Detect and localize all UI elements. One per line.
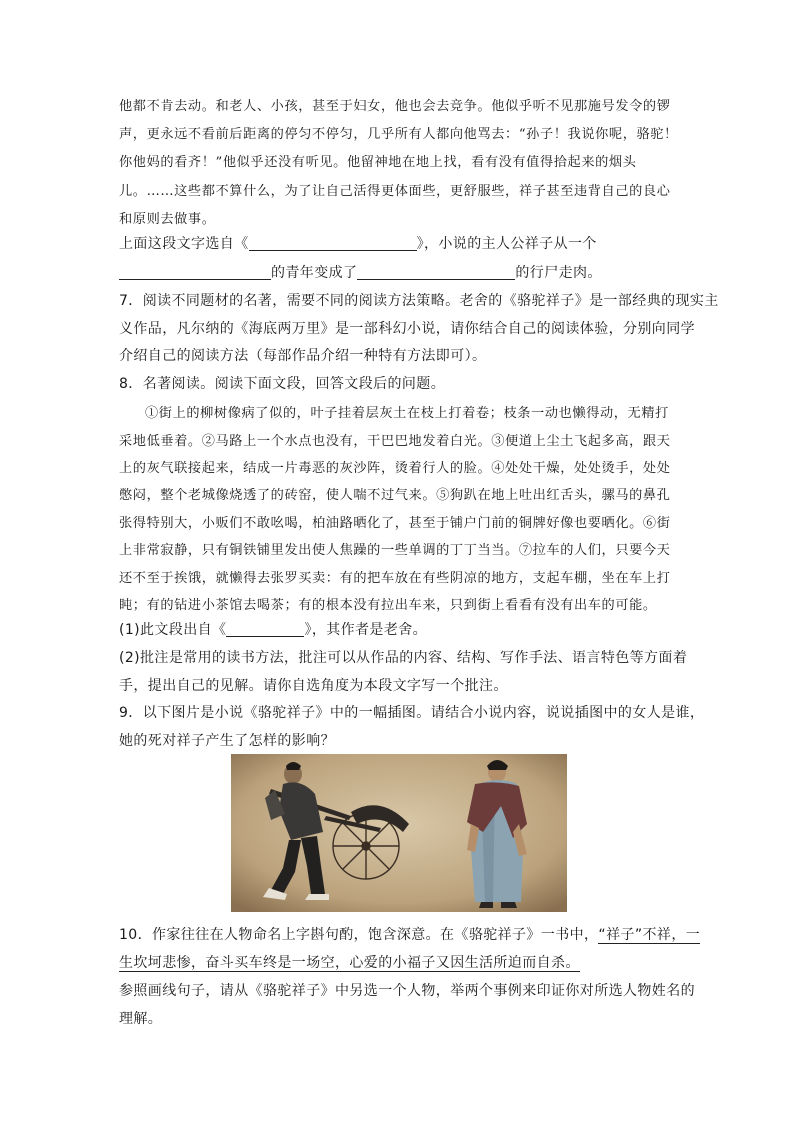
q6-blank-after[interactable] [357, 265, 515, 280]
q8-passage-line-4: 憋闷，整个老城像烧透了的砖窑，使人喘不过气来。⑤狗趴在地上吐出红舌头，骡马的鼻孔 [119, 488, 671, 503]
q9-line-2: 她的死对祥子产生了怎样的影响？ [119, 733, 335, 749]
q10-line2-underlined: 生坎坷悲惨，奋斗买车终是一场空，心爱的小福子又因生活所迫而自杀。 [119, 955, 580, 971]
q8-passage-line-8: 盹；有的钻进小茶馆去喝茶；有的根本没有拉出车来，只到街上看看有没有出车的可能。 [119, 598, 657, 613]
illustration-svg [231, 754, 567, 912]
q10-line1-underlined: “祥子”不祥，一 [598, 927, 701, 943]
q8-passage-line-7: 还不至于挨饿，就懒得去张罗买卖：有的把车放在有些阴凉的地方，支起车棚，坐在车上打 [119, 571, 671, 586]
passage1-line-4: 儿。……这些都不算什么，为了让自己活得更体面些，更舒服些，祥子甚至违背自己的良心 [119, 184, 671, 199]
passage1-line-5: 和原则去做事。 [119, 212, 216, 227]
q7-line-3: 介绍自己的阅读方法（每部作品介绍一种特有方法即可）。 [119, 348, 487, 364]
q6-line-2 [119, 262, 602, 282]
q7-line-2: 义作品，凡尔纳的《海底两万里》是一部科幻小说，请你结合自己的阅读体验，分别向同学 [119, 321, 695, 337]
q6-blank-before[interactable] [119, 265, 271, 280]
passage1-line-3: 你他妈的看齐！”他似乎还没有听见。他留神地在地上找，看有没有值得拾起来的烟头 [119, 155, 637, 170]
q6-blank-book-title[interactable] [249, 236, 417, 251]
passage1-line-1: 他都不肯去动。和老人、小孩，甚至于妇女，他也会去竞争。他似乎听不见那施号发令的锣 [119, 99, 671, 114]
q6-text-pre: 上面这段文字选自《 [119, 236, 249, 252]
q8-sub2-line-2: 手，提出自己的见解。请你自选角度为本段文字写一个批注。 [119, 678, 508, 694]
q6-text-mid: 的青年变成了 [271, 265, 358, 281]
q8-sub1-blank[interactable] [226, 622, 304, 637]
q9-line-1: 9．以下图片是小说《骆驼祥子》中的一幅插图。请结合小说内容，说说插图中的女人是谁， [119, 705, 705, 721]
q8-passage-line-6: 上非常寂静，只有铜铁铺里发出使人焦躁的一些单调的丁丁当当。⑦拉车的人们，只要今天 [119, 543, 671, 558]
q8-passage-line-2: 采地低垂着。②马路上一个水点也没有，干巴巴地发着白光。③便道上尘土飞起多高，跟天 [119, 434, 671, 449]
q8-sub2-line-1: (2)批注是常用的读书方法，批注可以从作品的内容、结构、写作手法、语言特色等方面着 [119, 650, 688, 666]
q6-text-post: 》，小说的主人公祥子从一个 [416, 236, 597, 252]
q8-passage-line-3: 上的灰气联接起来，结成一片毒恶的灰沙阵，烫着行人的脸。④处处干燥，处处烫手，处处 [119, 461, 671, 476]
q10-line-2 [119, 952, 580, 972]
q10-line-3: 参照画线句子，请从《骆驼祥子》中另选一个人物，举两个事例来印证你对所选人物姓名的 [119, 983, 695, 999]
q8-sub1 [119, 619, 427, 639]
illustration-rickshaw-puller-and-woman [231, 754, 567, 912]
q8-passage-line-1: ①街上的柳树像病了似的，叶子挂着层灰土在枝上打着卷；枝条一动也懒得动，无精打 [145, 406, 669, 421]
q10-line-1 [119, 924, 700, 944]
q7-line-1: 7．阅读不同题材的名著，需要不同的阅读方法策略。老舍的《骆驼祥子》是一部经典的现实主 [119, 293, 719, 309]
q6-line-1 [119, 233, 597, 253]
q10-line-4: 理解。 [119, 1011, 163, 1027]
q6-text-end: 的行尸走肉。 [515, 265, 602, 281]
passage1-line-2: 声，更永远不看前后距离的停匀不停匀，几乎所有人都向他骂去：“孙子！我说你呢，骆驼！ [119, 127, 678, 142]
q8-passage-line-5: 张得特别大，小贩们不敢吆喝，柏油路晒化了，甚至于铺户门前的铜牌好像也要晒化。⑥街 [119, 516, 671, 531]
q8-sub1-post: 》，其作者是老舍。 [304, 622, 428, 638]
q10-line1-text: 10．作家往往在人物命名上字斟句酌，饱含深意。在《骆驼祥子》一书中， [119, 927, 599, 943]
q8-sub1-pre: (1)此文段出自《 [119, 622, 227, 638]
q8-title: 8．名著阅读。阅读下面文段，回答文段后的问题。 [119, 376, 446, 392]
